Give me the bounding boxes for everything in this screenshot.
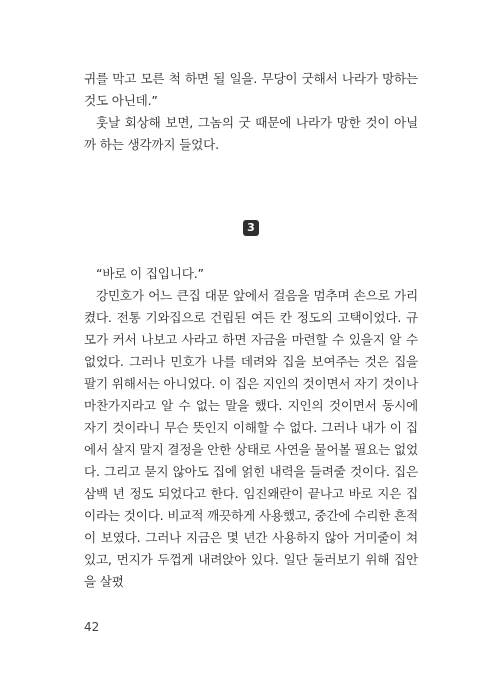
section-text-block — [84, 263, 418, 593]
page-number: 42 — [84, 620, 100, 634]
paragraph: 귀를 막고 모른 척 하면 될 일을. 무당이 굿해서 나라가 망하는 것도 아닌데.” — [84, 71, 418, 108]
continued-text-block — [84, 68, 418, 156]
paragraph: 강민호가 어느 큰집 대문 앞에서 걸음을 멈추며 손으로 가리켰다. 전통 기와집으로 건립된 여든 칸 정도의 고택이었다. 규모가 커서 나보고 사라고 하면 자금을 마련할 수 있을지 알 수 없었다. 그러나 민호가 나를 데려와 집을 보여주는 것은 집을 팔기 위해서는 아니었다. 이 집은 지인의 것이면서 자기 것이나 마찬가지라고 알 수 없는 말을 했다. 지인의 것이면서 동시에 자기 것이라니 무슨 뜻인지 이해할 수 없다. 그러나 내가 이 집에서 살지 말지 결정을 안한 상태로 사연을 물어볼 필요는 없었다. 그리고 묻지 않아도 집에 얽힌 내력을 들려줄 것이다. 집은 삼백 년 정도 되었다고 한다. 임진왜란이 끝나고 바로 지은 집이라는 것이다. 비교적 깨끗하게 사용했고, 중간에 수리한 흔적이 보였다. 그러나 지금은 몇 년간 사용하지 않아 거미줄이 쳐 있고, 먼지가 두껍게 내려앉아 있다. 일단 둘러보기 위해 집안을 살폈 — [84, 288, 418, 589]
dialogue-paragraph: “바로 이 집입니다.” — [96, 266, 204, 281]
section-number-badge: 3 — [243, 220, 259, 236]
paragraph: 훗날 회상해 보면, 그놈의 굿 때문에 나라가 망한 것이 아닐까 하는 생각까지 들었다. — [84, 115, 418, 152]
